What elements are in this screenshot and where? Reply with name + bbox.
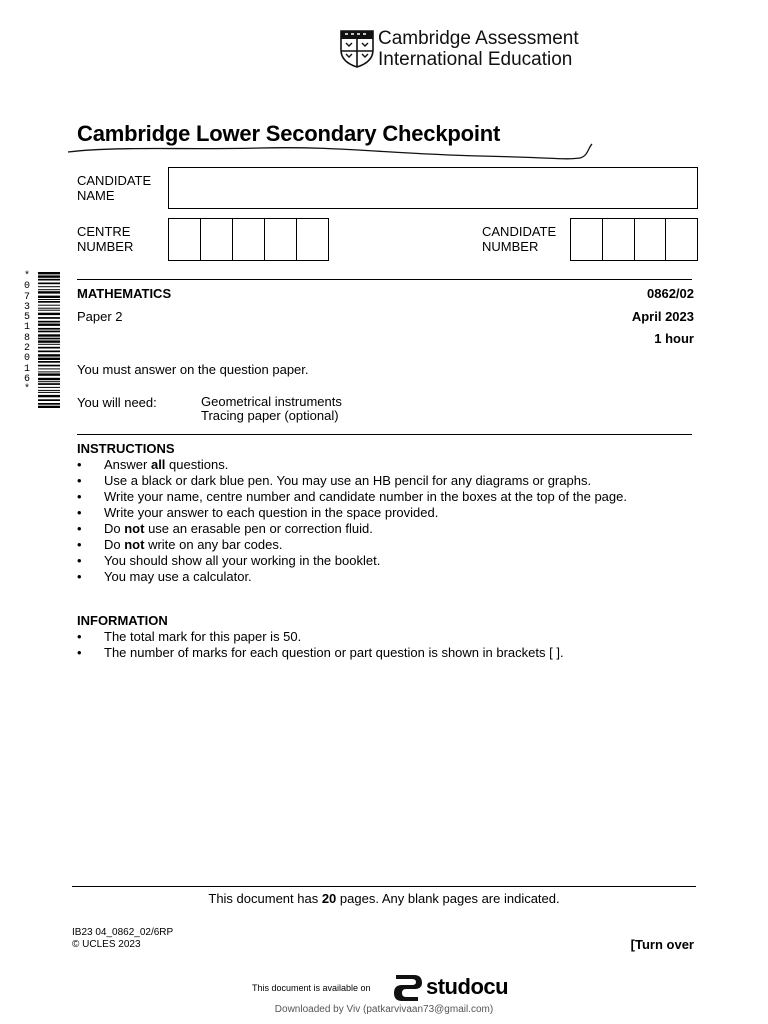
centre-number-digit[interactable] <box>201 219 233 260</box>
cambridge-logo-text <box>378 28 579 70</box>
instructions-heading: INSTRUCTIONS <box>77 441 175 456</box>
downloaded-by: Downloaded by Viv (patkarvivaan73@gmail.com) <box>274 1004 494 1015</box>
subject: MATHEMATICS <box>77 286 172 301</box>
centre-number-digit[interactable] <box>265 219 297 260</box>
studocu-availability: This document is available on <box>252 983 371 993</box>
exam-duration: 1 hour <box>654 331 694 346</box>
page-title: Cambridge Lower Secondary Checkpoint <box>77 121 501 146</box>
turn-over-note: [Turn over <box>630 937 694 952</box>
will-need-list <box>201 395 342 423</box>
list-item: • Use a black or dark blue pen. You may use an HB pencil for any diagrams or graphs. <box>77 473 697 489</box>
logo-line-2: International Education <box>378 49 573 70</box>
list-item: • The number of marks for each question or part question is shown in brackets [ ]. <box>77 645 697 661</box>
list-item: • You should show all your working in the booklet. <box>77 553 697 569</box>
will-need-item: Geometrical instruments <box>201 394 342 409</box>
paper-code: 0862/02 <box>647 286 694 301</box>
candidate-name-field[interactable] <box>168 167 698 209</box>
candidate-number-digit[interactable] <box>603 219 635 260</box>
divider <box>72 886 696 887</box>
reference-code: IB23 04_0862_02/6RP <box>72 927 174 938</box>
candidate-number-label: CANDIDATE NUMBER <box>482 224 557 254</box>
divider <box>77 434 692 435</box>
studocu-logo-icon <box>392 973 424 1003</box>
candidate-number-field[interactable] <box>570 218 698 261</box>
list-item: • Do not use an erasable pen or correction fluid. <box>77 521 697 537</box>
centre-number-digit[interactable] <box>233 219 265 260</box>
list-item: • You may use a calculator. <box>77 569 697 585</box>
cambridge-shield-logo <box>340 30 374 68</box>
centre-number-label: CENTRE NUMBER <box>77 224 134 254</box>
information-heading: INFORMATION <box>77 613 168 628</box>
centre-number-field[interactable] <box>168 218 329 261</box>
list-item: • The total mark for this paper is 50. <box>77 629 697 645</box>
paper-number: Paper 2 <box>77 309 123 324</box>
pages-note: This document has 20 pages. Any blank pages are indicated. <box>208 891 560 906</box>
instructions-list <box>77 457 697 585</box>
candidate-number-digit[interactable] <box>571 219 603 260</box>
candidate-number-digit[interactable] <box>635 219 667 260</box>
will-need-item: Tracing paper (optional) <box>201 408 339 423</box>
candidate-name-label: CANDIDATE NAME <box>77 173 152 203</box>
studocu-brand: studocu <box>426 974 509 999</box>
list-item: • Write your name, centre number and candidate number in the boxes at the top of the page. <box>77 489 697 505</box>
information-list <box>77 629 697 661</box>
centre-number-digit[interactable] <box>169 219 201 260</box>
candidate-number-digit[interactable] <box>666 219 697 260</box>
handwritten-underline <box>60 140 600 164</box>
logo-line-1: Cambridge Assessment <box>378 28 579 49</box>
copyright: © UCLES 2023 <box>72 939 141 950</box>
barcode-number: * 0 7 3 5 1 8 2 0 1 6 * <box>23 271 30 396</box>
list-item: • Answer all questions. <box>77 457 697 473</box>
must-answer-note: You must answer on the question paper. <box>77 362 309 377</box>
divider <box>77 279 692 280</box>
list-item: • Write your answer to each question in the space provided. <box>77 505 697 521</box>
will-need-label: You will need: <box>77 395 157 410</box>
barcode <box>38 272 60 408</box>
centre-number-digit[interactable] <box>297 219 328 260</box>
list-item: • Do not write on any bar codes. <box>77 537 697 553</box>
exam-date: April 2023 <box>631 309 694 324</box>
